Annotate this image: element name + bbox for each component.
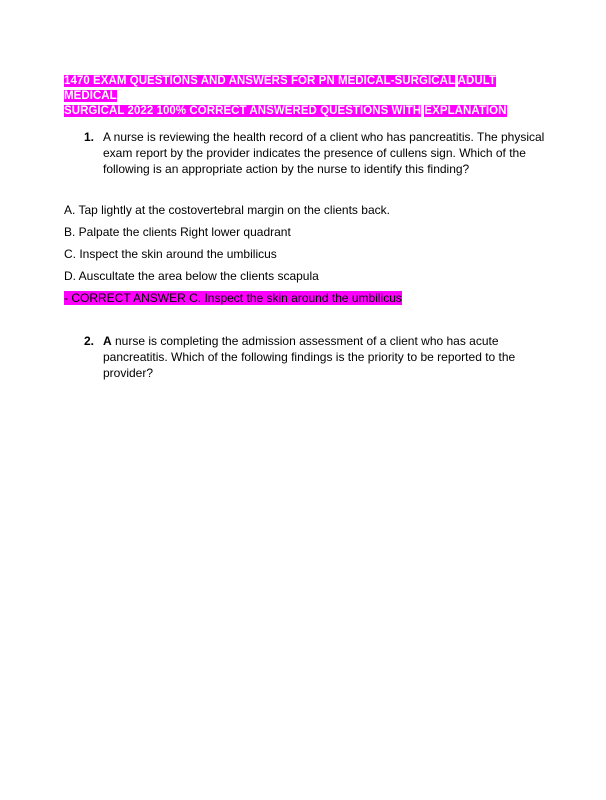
question-1-text: A nurse is reviewing the health record of a client who has pancreatitis. The physical exam report by the provider indicates the presence of cullens sign. Which of the following is an appropriate action by the nurse to identify this finding? (103, 130, 545, 176)
title-part-1: 1470 EXAM QUESTIONS AND ANSWERS FOR PN MEDICAL-SURGICAL (64, 75, 455, 87)
question-2-text-rest: nurse is completing the admission assessment of a client who has acute pancreatitis. Which of the following findings is the priority to be reported to the provider? (103, 334, 516, 380)
question-1 (84, 129, 546, 177)
question-2 (84, 333, 546, 381)
question-2-number: 2. (84, 334, 95, 348)
option-a: A. Tap lightly at the costovertebral margin on the clients back. (64, 203, 390, 217)
question-2-text (84, 333, 546, 381)
title-part-2: ADULT MEDICAL (64, 75, 497, 102)
question-1-number: 1. (84, 130, 95, 144)
option-b: B. Palpate the clients Right lower quadrant (64, 225, 291, 239)
title-part-4: EXPLANATION (424, 105, 507, 117)
document-title (64, 74, 544, 119)
correct-answer-text: - CORRECT ANSWER C. Inspect the skin around the umbilicus (64, 291, 402, 305)
option-d: D. Auscultate the area below the clients scapula (64, 269, 319, 283)
option-c: C. Inspect the skin around the umbilicus (64, 247, 277, 261)
title-part-3: SURGICAL 2022 100% CORRECT ANSWERED QUESTIONS WITH (64, 105, 422, 117)
correct-answer (64, 290, 402, 306)
question-2-text-bold: A (103, 334, 112, 348)
